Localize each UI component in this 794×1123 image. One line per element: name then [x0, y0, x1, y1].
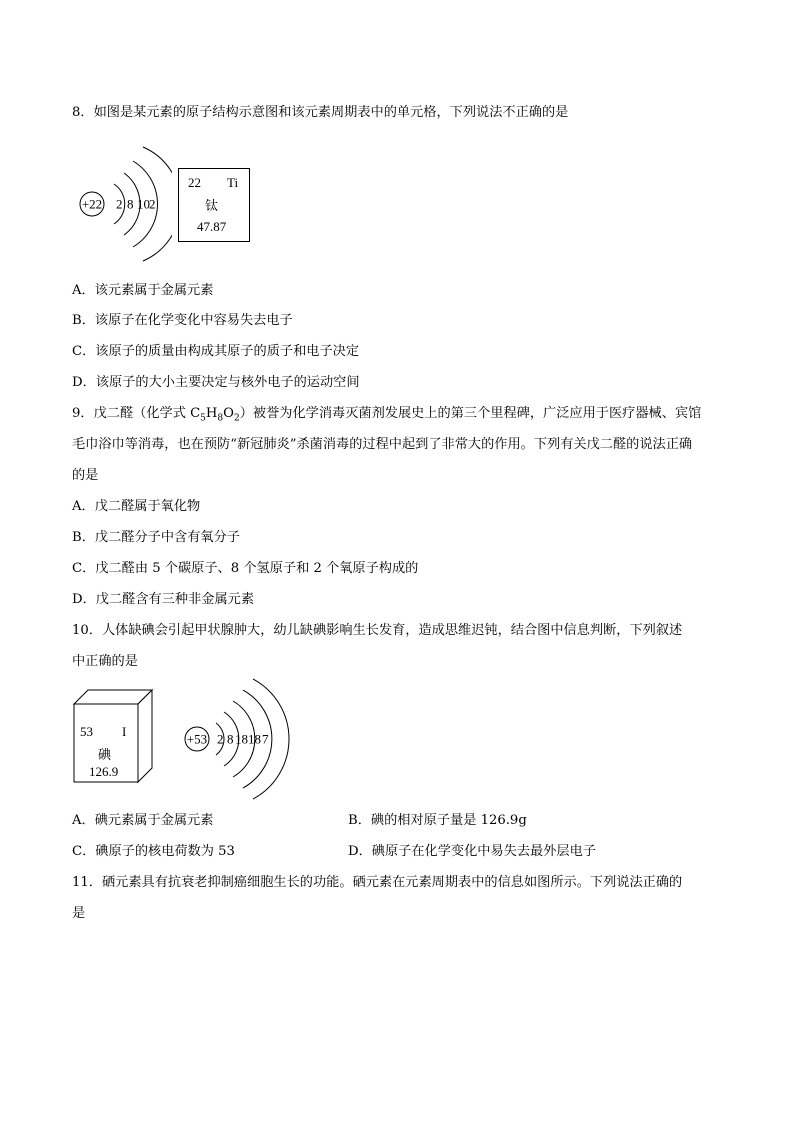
q8-option-b: B．该原子在化学变化中容易失去电子: [72, 313, 293, 328]
subscript: 8: [217, 413, 224, 424]
q10-shell-electrons: 18: [248, 731, 261, 747]
q9-formula-o: O: [223, 406, 234, 421]
element-symbol: I: [122, 724, 127, 739]
element-symbol: Ti: [227, 175, 239, 190]
q10-stem-line2: 中正确的是: [72, 654, 138, 669]
cube-side-face: [138, 690, 152, 782]
atomic-number: 22: [188, 175, 201, 190]
q8-nucleus-label: +22: [81, 196, 103, 212]
q8-shell-electrons: 2: [149, 196, 156, 212]
q10-shell-electrons: 8: [227, 731, 234, 747]
q9-stem-text: ）被誉为化学消毒灭菌剂发展史上的第三个里程碑，广泛应用于医疗器械、宾馆: [239, 406, 702, 421]
subscript: 5: [200, 413, 206, 424]
q8-option-d: D．该原子的大小主要决定与核外电子的运动空间: [72, 375, 360, 390]
q8-periodic-cell: [178, 168, 250, 242]
q10-option-d: D．碘原子在化学变化中易失去最外层电子: [348, 844, 596, 859]
q9-option-b: B．戊二醛分子中含有氧分子: [72, 530, 240, 545]
q10-nucleus-label: +53: [186, 731, 208, 747]
q11-stem-line1: 11．硒元素具有抗衰老抑制癌细胞生长的功能。硒元素在元素周期表中的信息如图所示。下列说法正确的: [72, 875, 683, 890]
q10-shell-electrons: 18: [235, 731, 248, 747]
q11-stem-line2: 是: [72, 906, 86, 921]
q8-shell-electrons: 8: [127, 196, 134, 212]
q8-option-a: A．该元素属于金属元素: [72, 283, 214, 298]
atomic-number: 53: [80, 724, 93, 739]
q9-formula-h: H: [205, 406, 218, 421]
element-name: 碘: [98, 747, 112, 762]
element-name: 钛: [205, 198, 219, 213]
subscript: 2: [233, 413, 240, 424]
q9-option-d: D．戊二醛含有三种非金属元素: [72, 592, 255, 607]
q8-option-c: C．该原子的质量由构成其原子的质子和电子决定: [72, 344, 360, 359]
q10-option-c: C．碘原子的核电荷数为 53: [72, 844, 235, 859]
q10-shell-electrons: 2: [217, 731, 224, 747]
q10-atom-diagram: [180, 676, 290, 802]
q8-stem: 8．如图是某元素的原子结构示意图和该元素周期表中的单元格，下列说法不正确的是: [72, 105, 569, 120]
atomic-mass: 47.87: [197, 219, 227, 234]
atomic-mass: 126.9: [89, 764, 119, 779]
q8-shell-electrons: 10: [137, 196, 150, 212]
q10-periodic-cell: [72, 688, 172, 788]
q9-option-a: A．戊二醛属于氧化物: [72, 499, 201, 514]
q9-stem-text: 9．戊二醛（化学式 C: [72, 406, 201, 421]
q9-option-c: C．戊二醛由 5 个碳原子、8 个氢原子和 2 个氧原子构成的: [72, 561, 419, 576]
q10-option-a: A．碘元素属于金属元素: [72, 813, 214, 828]
q10-option-b: B．碘的相对原子量是 126.9g: [348, 813, 527, 828]
q10-stem-line1: 10．人体缺碘会引起甲状腺肿大，幼儿缺碘影响生长发育，造成思维迟钝，结合图中信息判断，下列叙述: [72, 623, 683, 638]
q8-atom-diagram: [72, 140, 172, 266]
q8-shell-electrons: 2: [116, 196, 123, 212]
q10-shell-electrons: 7: [262, 731, 269, 747]
q9-stem-line2: 毛巾浴巾等消毒，也在预防“新冠肺炎”杀菌消毒的过程中起到了非常大的作用。下列有关戊二醛的说法正确: [72, 437, 693, 452]
q9-stem-line3: 的是: [72, 468, 99, 483]
q9-stem-line1: [72, 405, 701, 428]
